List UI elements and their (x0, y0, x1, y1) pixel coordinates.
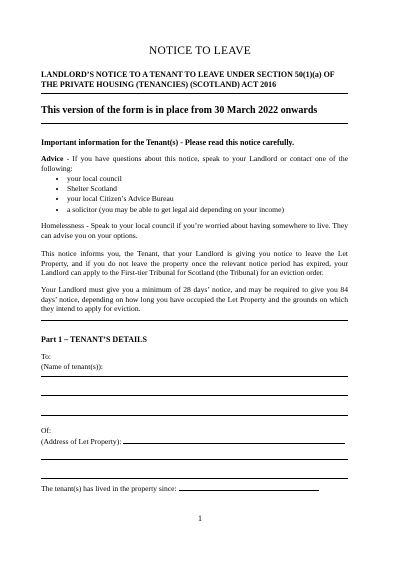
advice-contacts-list (41, 174, 284, 215)
divider (41, 93, 348, 94)
tenant-name-line[interactable] (41, 376, 348, 377)
address-row (41, 436, 348, 447)
list-item: • Shelter Scotland (67, 184, 284, 194)
address-label: (Address of Let Property): (41, 437, 122, 446)
of-label: Of: (41, 426, 52, 435)
lived-since-field-line[interactable] (179, 483, 319, 491)
tenant-names-label: (Name of tenant(s)): (41, 362, 103, 371)
lived-since-label: The tenant(s) has lived in the property since: (41, 484, 177, 493)
address-line[interactable] (41, 478, 348, 479)
notice-period-paragraph: Your Landlord must give you a minimum of 28 days’ notice, and may be required to give you 84 days’ notice, depending on how long you have occupied the Let Property and the grounds on which they intend to apply for eviction. (41, 285, 348, 314)
version-notice: This version of the form is in place from 30 March 2022 onwards (41, 105, 318, 116)
address-line[interactable] (41, 459, 348, 460)
important-information: Important information for the Tenant(s) - Please read this notice carefully. (41, 138, 295, 147)
to-label: To: (41, 352, 52, 361)
page-number: 1 (198, 514, 202, 523)
homelessness-paragraph: Homelessness - Speak to your local council if you’re worried about having somewhere to live. They can advise you on your options. (41, 221, 348, 240)
advice-text: - If you have questions about this notice, speak to your Landlord or contact one of the following: (41, 154, 348, 173)
divider (41, 320, 348, 321)
address-field-line[interactable] (123, 436, 345, 444)
tenant-name-line[interactable] (41, 415, 348, 416)
notice-informs-paragraph: This notice informs you, the Tenant, that your Landlord is giving you notice to leave the Let Property, and if you do not leave the property once the relevant notice period has expired, your Landlord can apply to the First-tier Tribunal for Scotland (the Tribunal) for an eviction order. (41, 249, 348, 278)
advice-paragraph (41, 154, 348, 173)
divider (41, 123, 348, 124)
subtitle-line-2: THE PRIVATE HOUSING (TENANCIES) (SCOTLAND) ACT 2016 (41, 80, 277, 89)
advice-label: Advice (41, 154, 64, 163)
list-item: • a solicitor (you may be able to get legal aid depending on your income) (67, 205, 284, 215)
document-title: NOTICE TO LEAVE (148, 45, 252, 57)
subtitle-line-1: LANDLORD’S NOTICE TO A TENANT TO LEAVE UNDER SECTION 50(1)(a) OF (41, 70, 335, 79)
lived-since-row (41, 483, 348, 494)
part1-heading: Part 1 – TENANT’S DETAILS (41, 335, 147, 344)
tenant-name-line[interactable] (41, 395, 348, 396)
list-item: • your local council (67, 174, 284, 184)
document-subtitle (41, 70, 348, 90)
list-item: • your local Citizen’s Advice Bureau (67, 194, 284, 204)
